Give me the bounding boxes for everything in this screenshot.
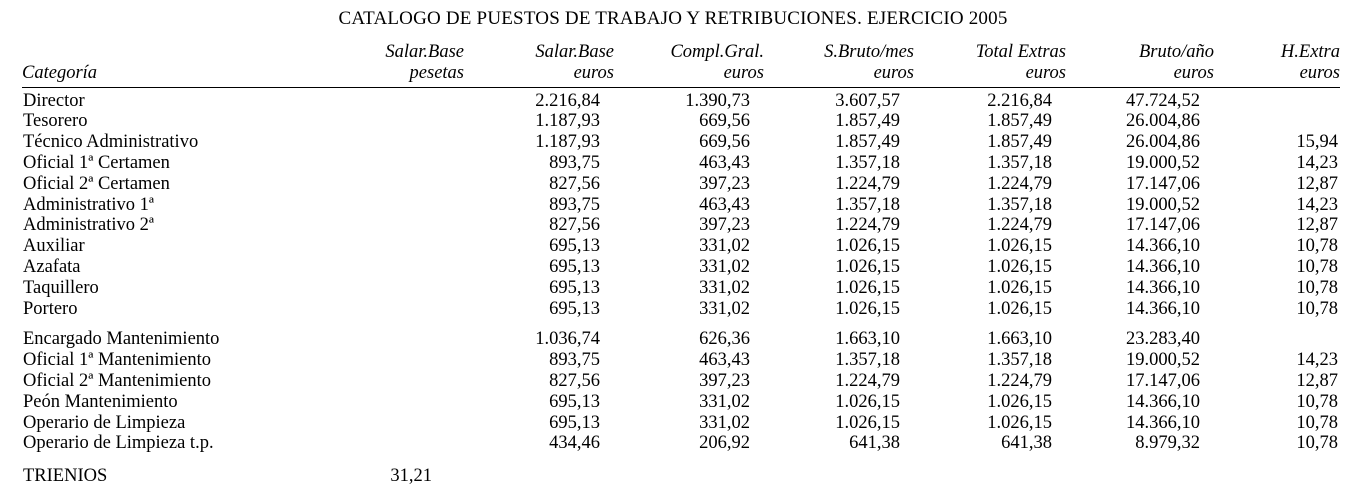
cell-pesetas: [318, 257, 464, 278]
cell-h-extra: [1214, 329, 1340, 350]
cell-categoria: Oficial 2ª Certamen: [23, 173, 170, 194]
cell-pesetas: [318, 132, 464, 153]
cell-bruto-mes: 1.357,18: [835, 350, 900, 371]
cell-salar-base: 827,56: [549, 370, 600, 391]
table-row: [22, 299, 1340, 320]
header-unit-euros-sbruto-mes: euros: [873, 62, 914, 83]
table-row: [22, 329, 1340, 350]
cell-pesetas: [318, 174, 464, 195]
cell-total-extras: 1.357,18: [987, 152, 1052, 173]
cell-h-extra: 12,87: [1296, 173, 1338, 194]
cell-pesetas: [318, 215, 464, 236]
cell-bruto-anio: 14.366,10: [1126, 236, 1200, 257]
cell-compl-gral: 331,02: [699, 277, 750, 298]
cell-h-extra: 10,78: [1296, 391, 1338, 412]
trienios-empty-cell: [1214, 454, 1340, 487]
trienios-empty-cell: [614, 454, 764, 487]
cell-h-extra: 12,87: [1296, 215, 1338, 236]
cell-categoria: Técnico Administrativo: [23, 132, 199, 153]
cell-categoria: Administrativo 1ª: [23, 194, 154, 215]
trienios-empty-cell: [914, 454, 1066, 487]
table-row: [22, 371, 1340, 392]
table-header-row-top: [22, 36, 1340, 63]
cell-bruto-mes: 1.357,18: [835, 152, 900, 173]
cell-pesetas: [318, 392, 464, 413]
cell-salar-base: 695,13: [549, 298, 600, 319]
cell-salar-base: 827,56: [549, 215, 600, 236]
header-cell-sbruto-mes: S.Bruto/mes: [824, 42, 914, 62]
cell-total-extras: 1.663,10: [987, 329, 1052, 350]
trienios-empty-cell: [464, 454, 614, 487]
trienios-empty-cell: [1066, 454, 1214, 487]
header-unit-euros-h-extra: euros: [1299, 62, 1340, 83]
cell-total-extras: 1.224,79: [987, 173, 1052, 194]
cell-bruto-anio: 17.147,06: [1126, 215, 1200, 236]
trienios-label: TRIENIOS: [23, 466, 108, 487]
cell-categoria: Portero: [23, 298, 78, 319]
header-cell-salar-base-euros: Salar.Base: [535, 42, 614, 62]
cell-salar-base: 1.187,93: [535, 111, 600, 132]
cell-bruto-mes: 1.026,15: [835, 298, 900, 319]
cell-pesetas: [318, 413, 464, 434]
header-cell-bruto-anio: Bruto/año: [1138, 42, 1214, 62]
cell-bruto-mes: 1.224,79: [835, 173, 900, 194]
cell-bruto-anio: 19.000,52: [1126, 194, 1200, 215]
cell-total-extras: 1.026,15: [987, 236, 1052, 257]
cell-bruto-anio: 19.000,52: [1126, 350, 1200, 371]
cell-salar-base: 2.216,84: [535, 90, 600, 111]
cell-categoria: Oficial 1ª Certamen: [23, 152, 170, 173]
cell-bruto-anio: 23.283,40: [1126, 329, 1200, 350]
cell-salar-base: 695,13: [549, 391, 600, 412]
table-row: [22, 433, 1340, 454]
cell-compl-gral: 397,23: [699, 173, 750, 194]
table-row: [22, 215, 1340, 236]
cell-total-extras: 1.357,18: [987, 350, 1052, 371]
cell-compl-gral: 331,02: [699, 298, 750, 319]
cell-categoria: Director: [23, 90, 85, 111]
cell-bruto-mes: 1.026,15: [835, 236, 900, 257]
salary-catalog-table: [22, 36, 1340, 487]
cell-h-extra: 14,23: [1296, 350, 1338, 371]
cell-h-extra: 10,78: [1296, 433, 1338, 454]
cell-categoria: Operario de Limpieza: [23, 412, 186, 433]
table-row: [22, 413, 1340, 434]
trienios-row: [22, 454, 1340, 487]
cell-h-extra: 15,94: [1296, 132, 1338, 153]
cell-categoria: Oficial 2ª Mantenimiento: [23, 370, 211, 391]
cell-h-extra: 14,23: [1296, 152, 1338, 173]
cell-compl-gral: 1.390,73: [685, 90, 750, 111]
cell-bruto-anio: 14.366,10: [1126, 277, 1200, 298]
table-row: [22, 278, 1340, 299]
cell-h-extra: 10,78: [1296, 277, 1338, 298]
cell-categoria: Azafata: [23, 256, 81, 277]
cell-bruto-mes: 3.607,57: [835, 90, 900, 111]
cell-total-extras: 1.857,49: [987, 111, 1052, 132]
cell-h-extra: 12,87: [1296, 370, 1338, 391]
cell-categoria: Administrativo 2ª: [23, 215, 154, 236]
cell-categoria: Taquillero: [23, 277, 99, 298]
cell-bruto-anio: 19.000,52: [1126, 152, 1200, 173]
cell-pesetas: [318, 371, 464, 392]
cell-total-extras: 1.224,79: [987, 215, 1052, 236]
table-header-row-bottom: [22, 63, 1340, 87]
cell-compl-gral: 331,02: [699, 412, 750, 433]
cell-compl-gral: 626,36: [699, 329, 750, 350]
cell-bruto-mes: 1.026,15: [835, 256, 900, 277]
row-spacer-cell: [22, 319, 1340, 329]
header-cell-h-extra: H.Extra: [1280, 42, 1340, 62]
header-unit-euros-compl-gral: euros: [723, 62, 764, 83]
cell-compl-gral: 331,02: [699, 391, 750, 412]
cell-bruto-mes: 1.663,10: [835, 329, 900, 350]
cell-bruto-mes: 1.857,49: [835, 111, 900, 132]
cell-total-extras: 1.224,79: [987, 370, 1052, 391]
cell-bruto-mes: 1.357,18: [835, 194, 900, 215]
cell-categoria: Encargado Mantenimiento: [23, 329, 220, 350]
cell-total-extras: 1.357,18: [987, 194, 1052, 215]
cell-bruto-mes: 1.224,79: [835, 215, 900, 236]
header-cell-blank: [22, 36, 318, 63]
cell-h-extra: 10,78: [1296, 256, 1338, 277]
cell-compl-gral: 331,02: [699, 236, 750, 257]
cell-bruto-anio: 17.147,06: [1126, 173, 1200, 194]
cell-salar-base: 893,75: [549, 350, 600, 371]
cell-h-extra: 10,78: [1296, 298, 1338, 319]
cell-salar-base: 434,46: [549, 433, 600, 454]
cell-h-extra: 14,23: [1296, 194, 1338, 215]
table-row: [22, 153, 1340, 174]
cell-pesetas: [318, 195, 464, 216]
cell-h-extra: 10,78: [1296, 412, 1338, 433]
cell-pesetas: [318, 329, 464, 350]
cell-pesetas: [318, 236, 464, 257]
cell-salar-base: 893,75: [549, 194, 600, 215]
cell-bruto-mes: 1.026,15: [835, 412, 900, 433]
cell-compl-gral: 397,23: [699, 215, 750, 236]
cell-salar-base: 893,75: [549, 152, 600, 173]
cell-pesetas: [318, 299, 464, 320]
cell-total-extras: 1.026,15: [987, 277, 1052, 298]
header-unit-euros-bruto-anio: euros: [1173, 62, 1214, 83]
trienios-value: 31,21: [390, 466, 432, 487]
cell-bruto-anio: 26.004,86: [1126, 111, 1200, 132]
table-header: [22, 36, 1340, 91]
cell-total-extras: 1.026,15: [987, 391, 1052, 412]
cell-total-extras: 1.026,15: [987, 412, 1052, 433]
cell-compl-gral: 463,43: [699, 350, 750, 371]
table-row: [22, 111, 1340, 132]
cell-pesetas: [318, 278, 464, 299]
cell-total-extras: 1.026,15: [987, 298, 1052, 319]
cell-categoria: Tesorero: [23, 111, 88, 132]
cell-bruto-anio: 14.366,10: [1126, 256, 1200, 277]
cell-salar-base: 1.036,74: [535, 329, 600, 350]
cell-total-extras: 1.857,49: [987, 132, 1052, 153]
table-row: [22, 174, 1340, 195]
cell-pesetas: [318, 111, 464, 132]
cell-salar-base: 827,56: [549, 173, 600, 194]
header-unit-euros-salar-base: euros: [573, 62, 614, 83]
cell-compl-gral: 669,56: [699, 111, 750, 132]
table-row: [22, 91, 1340, 112]
cell-h-extra: [1214, 111, 1340, 132]
cell-pesetas: [318, 350, 464, 371]
header-cell-salar-base-pesetas: Salar.Base: [385, 42, 464, 62]
table-row: [22, 392, 1340, 413]
header-unit-euros-total-extras: euros: [1025, 62, 1066, 83]
cell-categoria: Auxiliar: [23, 236, 85, 257]
cell-h-extra: 10,78: [1296, 236, 1338, 257]
cell-compl-gral: 463,43: [699, 194, 750, 215]
cell-salar-base: 695,13: [549, 256, 600, 277]
cell-categoria: Peón Mantenimiento: [23, 391, 178, 412]
header-cell-compl-gral: Compl.Gral.: [670, 42, 764, 62]
row-spacer: [22, 319, 1340, 329]
cell-salar-base: 695,13: [549, 412, 600, 433]
cell-bruto-mes: 1.026,15: [835, 391, 900, 412]
cell-total-extras: 1.026,15: [987, 256, 1052, 277]
cell-pesetas: [318, 433, 464, 454]
cell-h-extra: [1214, 91, 1340, 112]
cell-pesetas: [318, 153, 464, 174]
header-unit-pesetas: pesetas: [409, 62, 464, 83]
cell-total-extras: 641,38: [1001, 433, 1052, 454]
cell-compl-gral: 206,92: [699, 433, 750, 454]
cell-bruto-mes: 641,38: [849, 433, 900, 454]
cell-total-extras: 2.216,84: [987, 90, 1052, 111]
cell-salar-base: 1.187,93: [535, 132, 600, 153]
header-cell-categoria: Categoría: [22, 62, 98, 83]
cell-categoria: Operario de Limpieza t.p.: [23, 433, 214, 454]
table-row: [22, 132, 1340, 153]
cell-salar-base: 695,13: [549, 236, 600, 257]
cell-bruto-mes: 1.224,79: [835, 370, 900, 391]
page-title: CATALOGO DE PUESTOS DE TRABAJO Y RETRIBUCIONES. EJERCICIO 2005: [338, 8, 1008, 29]
cell-compl-gral: 669,56: [699, 132, 750, 153]
table-row: [22, 350, 1340, 371]
cell-bruto-anio: 8.979,32: [1135, 433, 1200, 454]
cell-compl-gral: 397,23: [699, 370, 750, 391]
cell-compl-gral: 331,02: [699, 256, 750, 277]
cell-bruto-mes: 1.026,15: [835, 277, 900, 298]
trienios-empty-cell: [764, 454, 914, 487]
cell-bruto-mes: 1.857,49: [835, 132, 900, 153]
table-row: [22, 195, 1340, 216]
table-body: [22, 91, 1340, 487]
cell-bruto-anio: 17.147,06: [1126, 370, 1200, 391]
cell-bruto-anio: 47.724,52: [1126, 90, 1200, 111]
cell-compl-gral: 463,43: [699, 152, 750, 173]
cell-categoria: Oficial 1ª Mantenimiento: [23, 350, 211, 371]
table-row: [22, 257, 1340, 278]
cell-bruto-anio: 14.366,10: [1126, 391, 1200, 412]
cell-bruto-anio: 14.366,10: [1126, 298, 1200, 319]
cell-bruto-anio: 14.366,10: [1126, 412, 1200, 433]
cell-pesetas: [318, 91, 464, 112]
table-row: [22, 236, 1340, 257]
header-cell-total-extras: Total Extras: [975, 42, 1066, 62]
cell-bruto-anio: 26.004,86: [1126, 132, 1200, 153]
cell-salar-base: 695,13: [549, 277, 600, 298]
